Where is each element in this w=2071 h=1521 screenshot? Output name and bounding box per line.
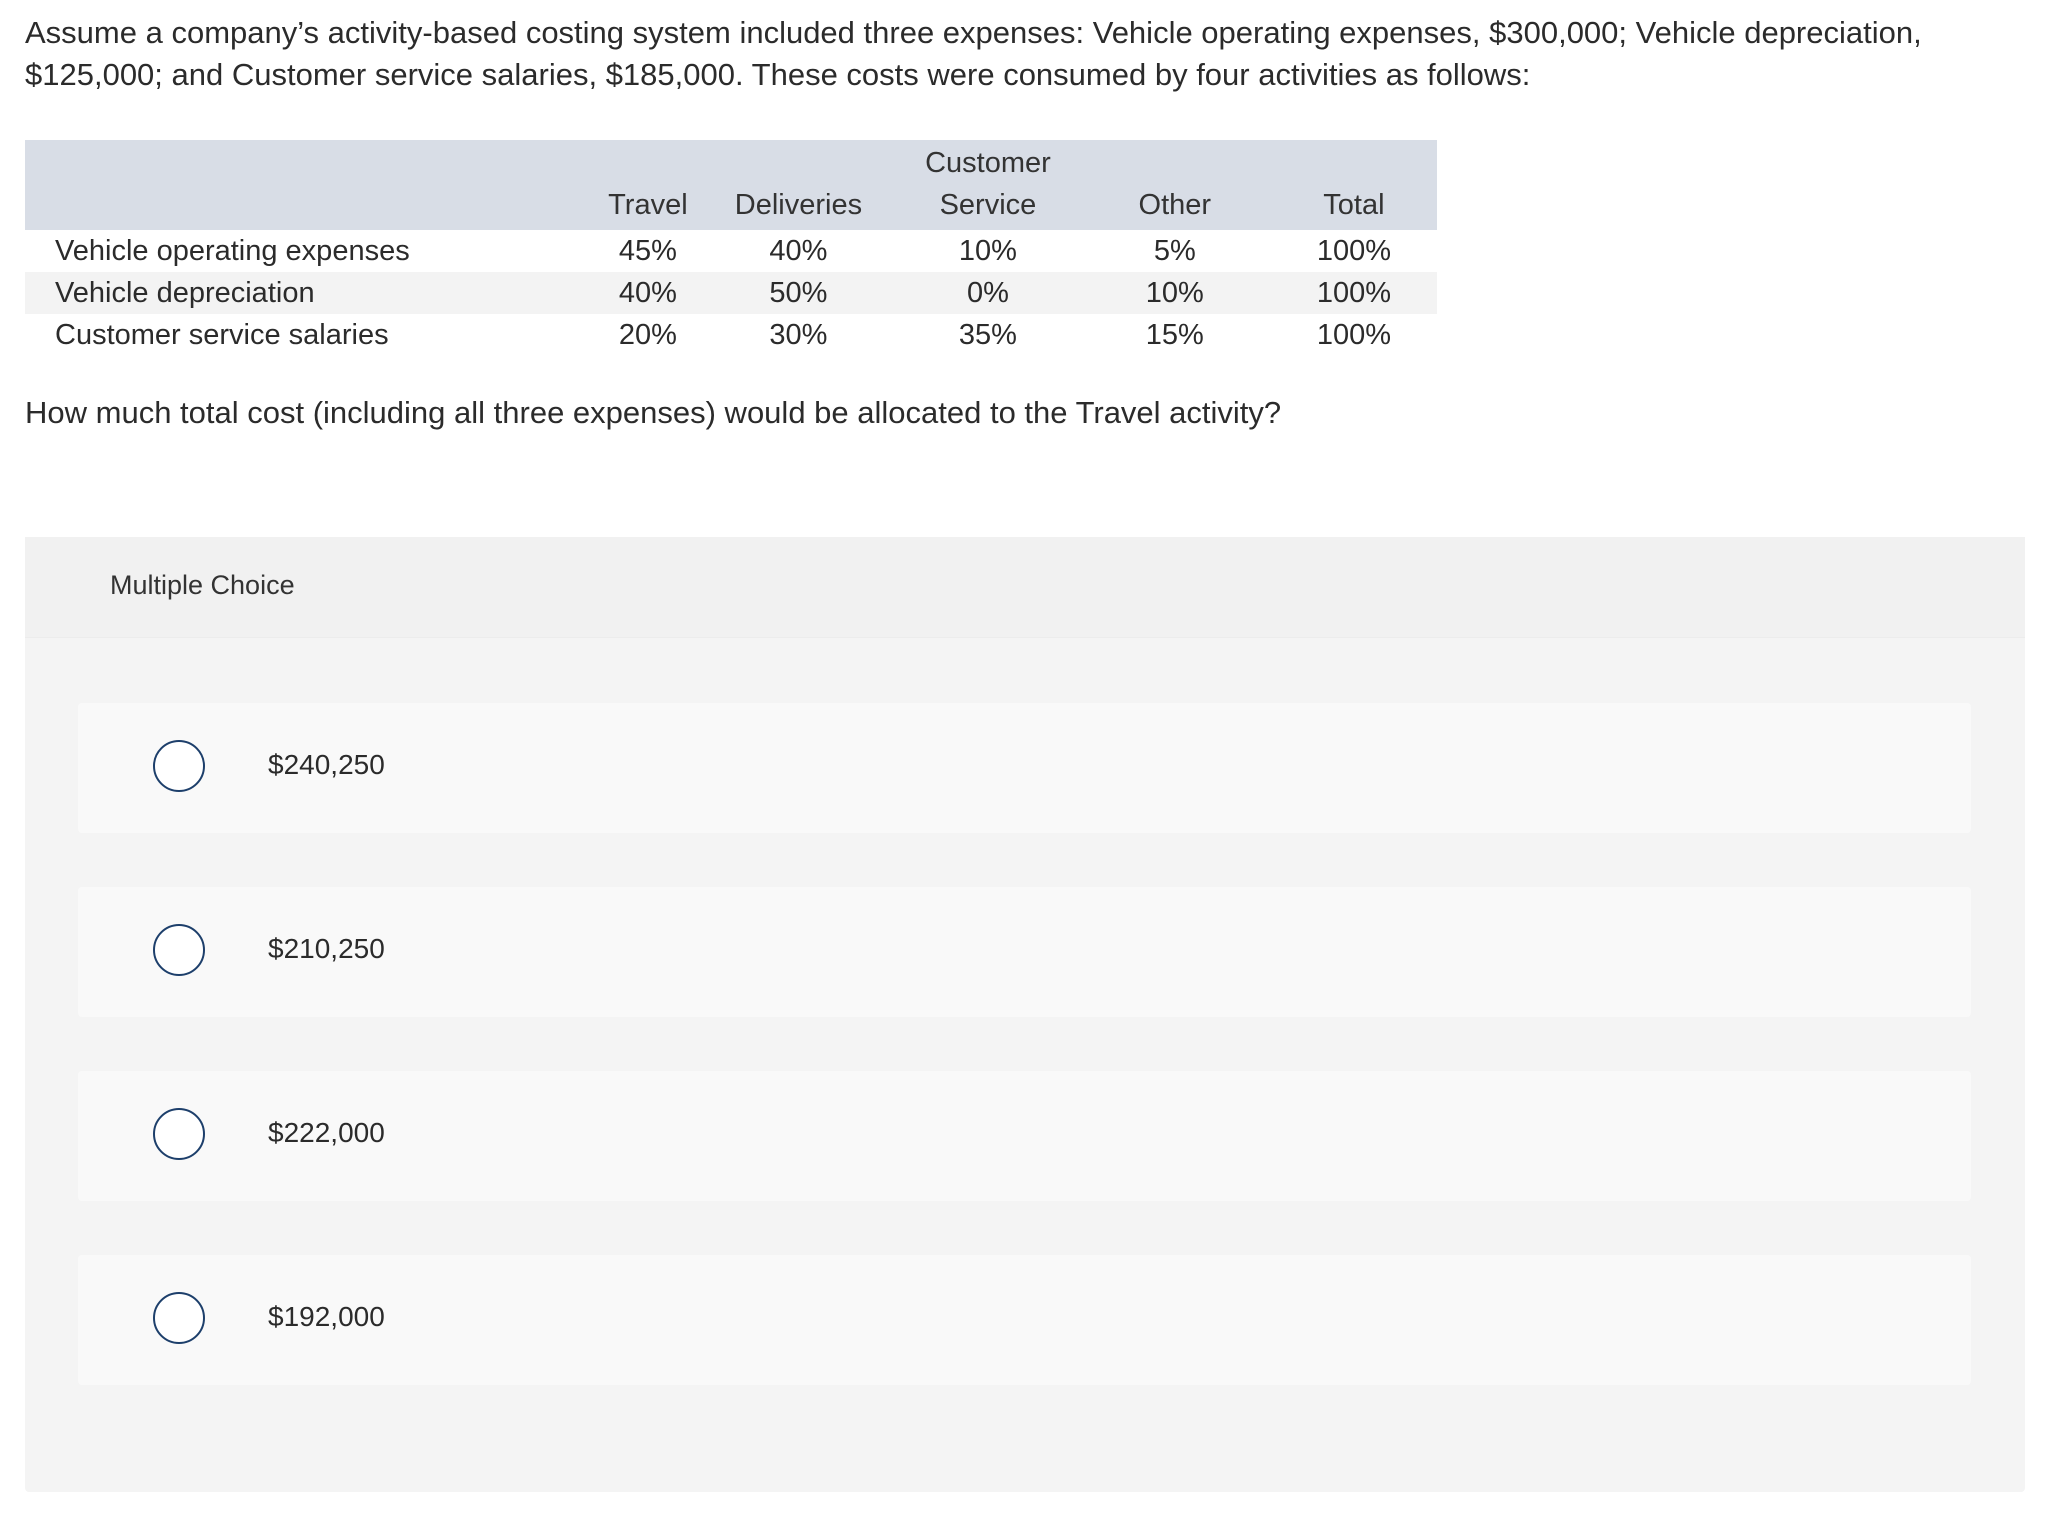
header-total: Total <box>1323 189 1385 221</box>
answer-option-2[interactable] <box>78 887 1971 1017</box>
cell-other: 10% <box>1145 277 1204 309</box>
cell-customer-service: 0% <box>966 277 1009 309</box>
cell-customer-service: 35% <box>958 319 1017 351</box>
answer-option-1[interactable] <box>78 703 1971 833</box>
cell-travel: 45% <box>618 235 677 267</box>
cell-travel: 40% <box>618 277 677 309</box>
cell-other: 15% <box>1145 319 1204 351</box>
table-row <box>25 230 1437 272</box>
cell-deliveries: 30% <box>769 319 828 351</box>
header-deliveries: Deliveries <box>734 189 863 221</box>
question-intro: Assume a company’s activity-based costing system included three expenses: Vehicle operating expenses, $300,000; Vehicle depreciation, $125,000; and Customer service salaries, $185,000. These costs were consumed by four activities as follows: <box>25 15 1922 92</box>
header-customer-service-line2: Service <box>939 189 1037 221</box>
multiple-choice-label: Multiple Choice <box>110 570 295 600</box>
question-prompt: How much total cost (including all three expenses) would be allocated to the Travel activity? <box>25 395 1282 430</box>
radio-button-icon[interactable] <box>153 1292 205 1344</box>
table-row <box>25 272 1437 314</box>
header-label <box>25 140 596 230</box>
cell-other: 5% <box>1153 235 1196 267</box>
cell-total: 100% <box>1316 319 1391 351</box>
table-header-row <box>25 140 1437 230</box>
cell-total: 100% <box>1316 277 1391 309</box>
header-other: Other <box>1138 189 1212 221</box>
header-customer-service <box>897 140 1079 230</box>
multiple-choice-header <box>25 537 2025 638</box>
answer-option-label: $192,000 <box>268 1301 385 1332</box>
cell-deliveries: 50% <box>769 277 828 309</box>
table-row <box>25 314 1437 356</box>
cell-total: 100% <box>1316 235 1391 267</box>
radio-button-icon[interactable] <box>153 740 205 792</box>
cell-customer-service: 10% <box>958 235 1017 267</box>
cell-deliveries: 40% <box>769 235 828 267</box>
answer-option-label: $210,250 <box>268 933 385 964</box>
row-label: Vehicle depreciation <box>55 277 315 309</box>
row-label: Vehicle operating expenses <box>55 235 410 267</box>
multiple-choice-panel <box>25 537 2025 1492</box>
radio-button-icon[interactable] <box>153 1108 205 1160</box>
answer-option-3[interactable] <box>78 1071 1971 1201</box>
cell-travel: 20% <box>618 319 677 351</box>
header-customer-service-line1: Customer <box>925 147 1051 179</box>
activity-cost-table <box>25 140 1437 356</box>
answer-option-4[interactable] <box>78 1255 1971 1385</box>
answer-option-label: $240,250 <box>268 749 385 780</box>
answer-option-label: $222,000 <box>268 1117 385 1148</box>
radio-button-icon[interactable] <box>153 924 205 976</box>
row-label: Customer service salaries <box>55 319 389 351</box>
header-travel: Travel <box>608 189 688 221</box>
